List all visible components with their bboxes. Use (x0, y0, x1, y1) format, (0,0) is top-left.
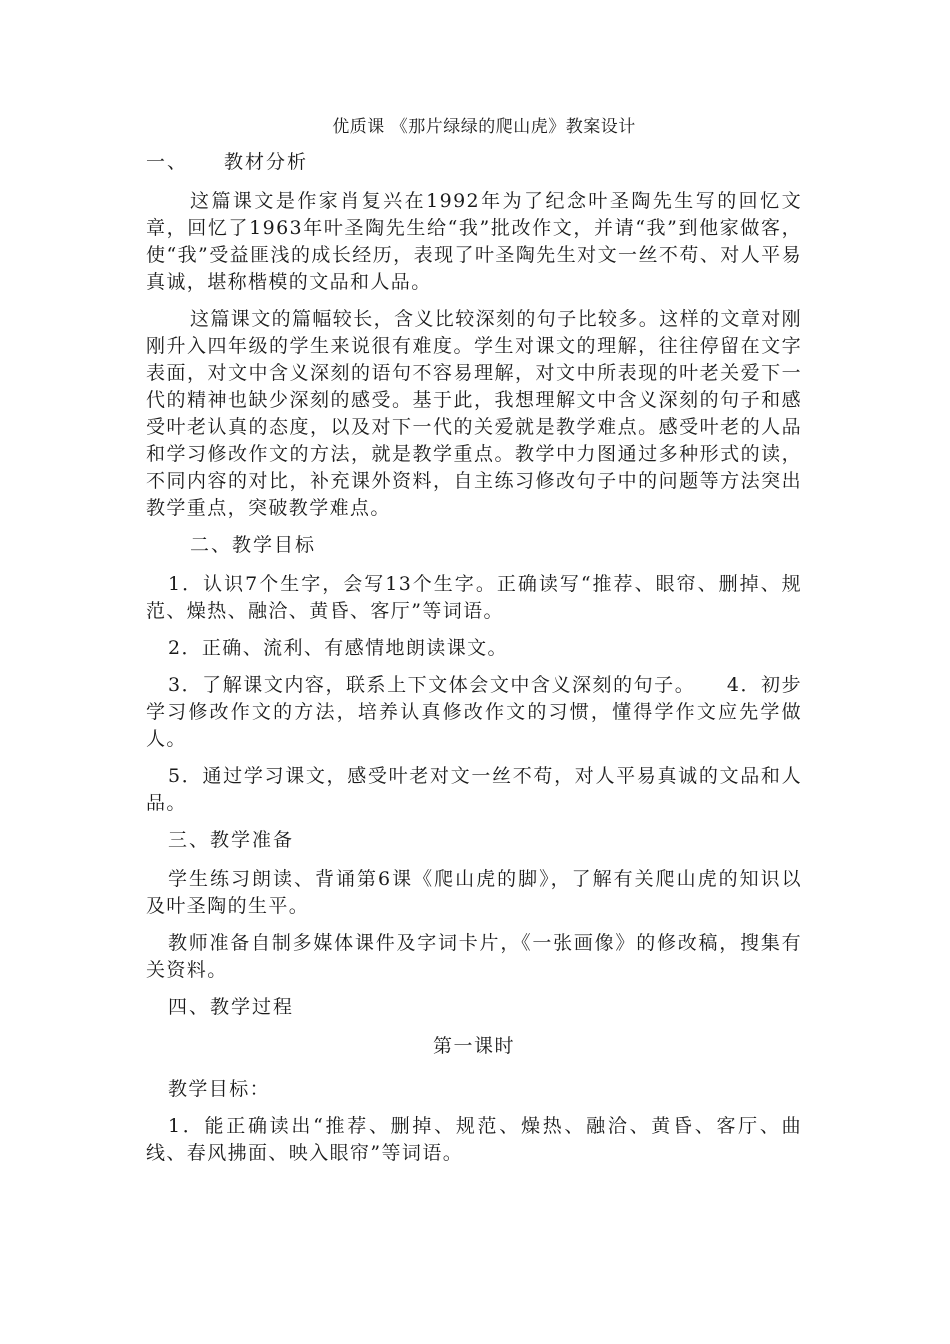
section-heading-3: 三、教学准备 (168, 829, 295, 851)
lesson-title: 第一课时 (432, 1035, 515, 1057)
paragraph-intro: 这篇课文是作家肖复兴在1992年为了纪念叶圣陶先生写的回忆文章，回忆了1963年叶圣陶先生给“我”批改作文，并请“我”到他家做客，使“我”受益匪浅的成长经历，表现了叶圣陶先生对文一丝不苟、对人平易真诚，堪称楷模的文品和人品。 (146, 190, 802, 293)
prep-item-2: 教师准备自制多媒体课件及字词卡片，《一张画像》的修改稿，搜集有关资料。 (146, 932, 802, 981)
section-heading-text: 教材分析 (224, 151, 309, 173)
goal-item-5: 5．通过学习课文，感受叶老对文一丝不苟，对人平易真诚的文品和人品。 (146, 765, 802, 814)
lesson-goal-label: 教学目标： (168, 1078, 271, 1100)
section-heading-4: 四、教学过程 (168, 996, 295, 1018)
prep-item-1: 学生练习朗读、背诵第6课《爬山虎的脚》，了解有关爬山虎的知识以及叶圣陶的生平。 (146, 868, 802, 917)
document-page (146, 112, 802, 1177)
paragraph-analysis: 这篇课文的篇幅较长，含义比较深刻的句子比较多。这样的文章对刚刚升入四年级的学生来说很有难度。学生对课文的理解，往往停留在文字表面，对文中含义深刻的语句不容易理解，对文中所表现的叶老关爱下一代的精神也缺少深刻的感受。基于此，我想理解文中含义深刻的句子和感受叶老认真的态度，以及对下一代的关爱就是教学难点。感受叶老的人品和学习修改作文的方法，就是教学重点。教学中力图通过多种形式的读，不同内容的对比，补充课外资料，自主练习修改句子中的问题等方法突出教学重点，突破教学难点。 (146, 308, 803, 519)
lesson-goal-item-1: 1．能正确读出“推荐、删掉、规范、燥热、融洽、黄昏、客厅、曲线、春风拂面、映入眼帘”等词语。 (146, 1115, 802, 1164)
goal-item-3: 3．了解课文内容，联系上下文体会文中含义深刻的句子。 4．初步学习修改作文的方法，培养认真修改作文的习惯，懂得学作文应先学做人。 (146, 674, 802, 750)
document-title: 优质课 《那片绿绿的爬山虎》教案设计 (332, 117, 636, 137)
section-heading-1 (146, 149, 802, 176)
section-heading-2: 二、教学目标 (190, 534, 317, 556)
goal-item-1: 1．认识7个生字，会写13个生字。正确读写“推荐、眼帘、删掉、规范、燥热、融洽、黄昏、客厅”等词语。 (146, 573, 802, 622)
goal-item-2: 2．正确、流利、有感情地朗读课文。 (168, 637, 508, 659)
section-number: 一、 (146, 151, 189, 173)
